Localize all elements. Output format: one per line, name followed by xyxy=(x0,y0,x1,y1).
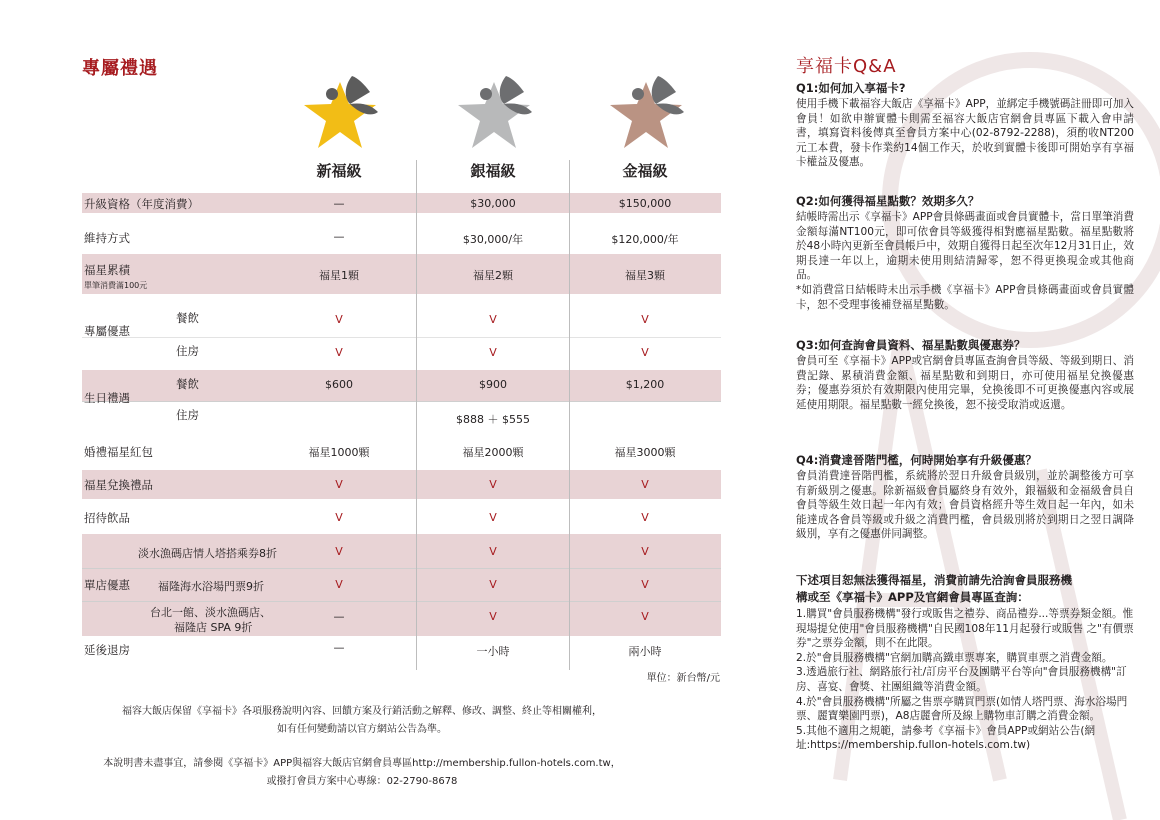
qa-section xyxy=(796,0,1136,820)
store-item-label-line2: 福隆店 SPA 9折 xyxy=(174,621,253,634)
row-label-upgrade: 升級資格（年度消費） xyxy=(84,197,199,211)
cell-value: $888 ＋ $555 xyxy=(456,413,530,426)
divider xyxy=(82,337,721,338)
divider xyxy=(82,401,721,402)
benefits-title: 專屬禮遇 xyxy=(82,58,158,79)
cell-value: — xyxy=(333,610,345,623)
cell-value: $900 xyxy=(479,378,507,391)
footer-rights-line1: 福容大飯店保留《享福卡》各項服務說明內容、回饋方案及行銷活動之解釋、修改、調整、終止等相關權利， xyxy=(122,706,602,717)
row-label-redeem: 福星兌換禮品 xyxy=(84,478,153,492)
row-label-birthday: 生日禮遇 xyxy=(84,391,130,405)
footer-rights-line2: 如有任何變動請以官方網站公告為準。 xyxy=(277,724,447,735)
cell-value: 福星1顆 xyxy=(319,269,359,282)
answer: 使用手機下載福容大飯店《享福卡》APP，並綁定手機號碼註冊即可加入會員！如欲申辦實體卡則需至福容大飯店官網會員專區下載入會申請書，填寫資料後傳真至會員方案中心(02-8792-2288)，須酌收NT200元工本費，發卡作業約14個工作天，於收到實體卡後即可開始享有享福卡權益及優惠。 xyxy=(796,98,1134,169)
answer: 會員消費達晉階門檻，系統將於翌日升級會員級別，並於調整後方可享有新級別之優惠。除新福級會員屬終身有效外，銀福級和金福級會員自會員等級生效日起一年內有效；會員資格經升等生效日起一年內，如未能達成各會員等級或升級之消費門檻，會員級別將於到期日之翌日調降級別，享有之優惠併同調整。 xyxy=(796,470,1134,541)
cell-value: 福星3000顆 xyxy=(614,446,676,459)
cell-value: — xyxy=(333,641,345,654)
check-mark: V xyxy=(489,346,497,359)
cell-value: $600 xyxy=(325,378,353,391)
row-label-maintain: 維持方式 xyxy=(84,231,130,245)
exclusions-block xyxy=(796,573,1134,753)
check-mark: V xyxy=(489,478,497,491)
check-mark: V xyxy=(641,346,649,359)
cell-value: $150,000 xyxy=(618,197,672,210)
cell-value: 福星1000顆 xyxy=(308,446,370,459)
cell-value: $120,000/年 xyxy=(611,233,679,246)
row-note-points: 單筆消費滿100元 xyxy=(84,281,148,290)
question: Q3:如何查詢會員資料、福星點數與優惠券？ xyxy=(796,338,1026,352)
cell-value: 兩小時 xyxy=(628,645,662,658)
qa-item-2 xyxy=(796,193,1134,312)
sub-label-dining: 餐飲 xyxy=(176,311,199,325)
tier-name-silver: 銀福級 xyxy=(470,162,516,180)
qa-item-3 xyxy=(796,337,1134,412)
check-mark: V xyxy=(335,578,343,591)
sub-label-room: 住房 xyxy=(176,344,199,358)
sub-label-room: 住房 xyxy=(176,408,199,422)
cell-value: 一小時 xyxy=(476,645,510,658)
check-mark: V xyxy=(641,578,649,591)
footer-info-line2: 或撥打會員方案中心專線：02-2790-8678 xyxy=(266,776,458,787)
row-label-exclusive: 專屬優惠 xyxy=(84,324,130,338)
divider xyxy=(82,601,721,602)
question: Q4:消費達晉階門檻，何時開始享有升級優惠？ xyxy=(796,453,1037,467)
answer: 結帳時需出示《享福卡》APP會員條碼畫面或會員實體卡，當日單筆消費金額每滿NT100元，即可依會員等級獲得相對應福星點數。福星點數將於48小時內更新至會員帳戶中，效期自獲得日起至次年12月31日止，效期長達一年以上，逾期未使用則結清歸零，恕不得更換現金或其他商品。 xyxy=(796,211,1134,282)
check-mark: V xyxy=(641,478,649,491)
exclusions-list xyxy=(796,607,1134,753)
cell-value: — xyxy=(333,197,345,210)
footer-info-line1: 本說明書未盡事宜，請參閱《享福卡》APP與福容大飯店官網會員專區http://membership.fullon-hotels.com.tw， xyxy=(103,758,621,769)
exclusions-title: 下述項目恕無法獲得福星，消費前請先洽詢會員服務機 xyxy=(796,573,1072,587)
check-mark: V xyxy=(641,545,649,558)
star-silver-icon xyxy=(454,74,534,154)
qa-title: 享福卡Q&A xyxy=(796,56,897,77)
qa-item-1 xyxy=(796,80,1134,170)
exclusion-item: 3.透過旅行社、網路旅行社/訂房平台及團購平台等向"會員服務機構"訂房、喜宴、會獎、社團組織等消費金額。 xyxy=(796,666,1127,693)
row-label-checkout: 延後退房 xyxy=(84,643,130,657)
column-divider xyxy=(416,160,417,670)
question: Q2:如何獲得福星點數？效期多久？ xyxy=(796,194,980,208)
store-item-label: 台北一館、淡水漁碼店、 xyxy=(150,606,271,619)
row-label-wedding: 婚禮福星紅包 xyxy=(84,445,153,459)
store-item-label: 福隆海水浴場門票9折 xyxy=(158,580,264,593)
cell-value: 福星3顆 xyxy=(625,269,665,282)
star-bronze-icon xyxy=(606,74,686,154)
star-gold-yellow-icon xyxy=(300,74,380,154)
exclusion-item: 5.其他不適用之規範，請參考《享福卡》會員APP或網站公告(網址:https://membership.fullon-hotels.com.tw) xyxy=(796,724,1096,752)
answer: 會員可至《享福卡》APP或官網會員專區查詢會員等級、等級到期日、消費記錄、累積消費金額、福星點數和到期日，亦可使用福星兌換優惠券；優惠券須於有效期限內使用完畢，兌換後即不可更換優惠內容或展延使用期限。福星點數一經兌換後，恕不接受取消或返還。 xyxy=(796,355,1134,411)
divider xyxy=(82,568,721,569)
cell-value: 福星2000顆 xyxy=(462,446,524,459)
tier-name-gold: 金福級 xyxy=(622,162,668,180)
check-mark: V xyxy=(489,578,497,591)
cell-value: $30,000 xyxy=(470,197,516,210)
check-mark: V xyxy=(641,313,649,326)
cell-value: 福星2顆 xyxy=(473,269,513,282)
cell-value: $30,000/年 xyxy=(462,233,524,246)
check-mark: V xyxy=(335,346,343,359)
exclusion-item: 4.於"會員服務機構"所屬之售票亭購買門票(如情人塔門票、海水浴場門票、麗寶樂園門票)，A8店麗會所及線上購物車訂購之消費金額。 xyxy=(796,695,1128,723)
answer-note: *如消費當日結帳時未出示手機《享福卡》APP會員條碼畫面或會員實體卡，恕不受理事後補登福星點數。 xyxy=(796,283,1134,311)
cell-value: $1,200 xyxy=(625,378,665,391)
check-mark: V xyxy=(489,511,497,524)
row-label-store: 單店優惠 xyxy=(84,578,130,592)
tier-name-new: 新福級 xyxy=(316,162,362,180)
check-mark: V xyxy=(641,511,649,524)
question: Q1:如何加入享福卡? xyxy=(796,81,906,95)
qa-item-4 xyxy=(796,452,1134,542)
check-mark: V xyxy=(335,313,343,326)
check-mark: V xyxy=(641,610,649,623)
check-mark: V xyxy=(335,511,343,524)
exclusion-item: 1.購買"會員服務機構"發行或販售之禮券、商品禮券...等票券類金額。惟現場提兌使用"會員服務機構"自民國108年11月起發行或販售 之"有價票券"之票券金額，則不在此限。 xyxy=(796,608,1134,650)
row-label-points: 福星累積 xyxy=(84,263,130,277)
check-mark: V xyxy=(489,610,497,623)
check-mark: V xyxy=(489,313,497,326)
unit-note: 單位：新台幣/元 xyxy=(646,673,720,684)
check-mark: V xyxy=(489,545,497,558)
check-mark: V xyxy=(335,478,343,491)
exclusion-item: 2.於"會員服務機構"官網加購高鐵車票專案，購買車票之消費金額。 xyxy=(796,651,1113,664)
benefits-section xyxy=(82,0,722,820)
store-item-label: 淡水漁碼店情人塔搭乘券8折 xyxy=(138,547,277,560)
sub-label-dining: 餐飲 xyxy=(176,377,199,391)
row-label-drinks: 招待飲品 xyxy=(84,511,130,525)
cell-value: — xyxy=(333,230,345,243)
check-mark: V xyxy=(335,545,343,558)
exclusions-title-line2: 構或至《享福卡》APP及官網會員專區查詢： xyxy=(796,590,1029,604)
